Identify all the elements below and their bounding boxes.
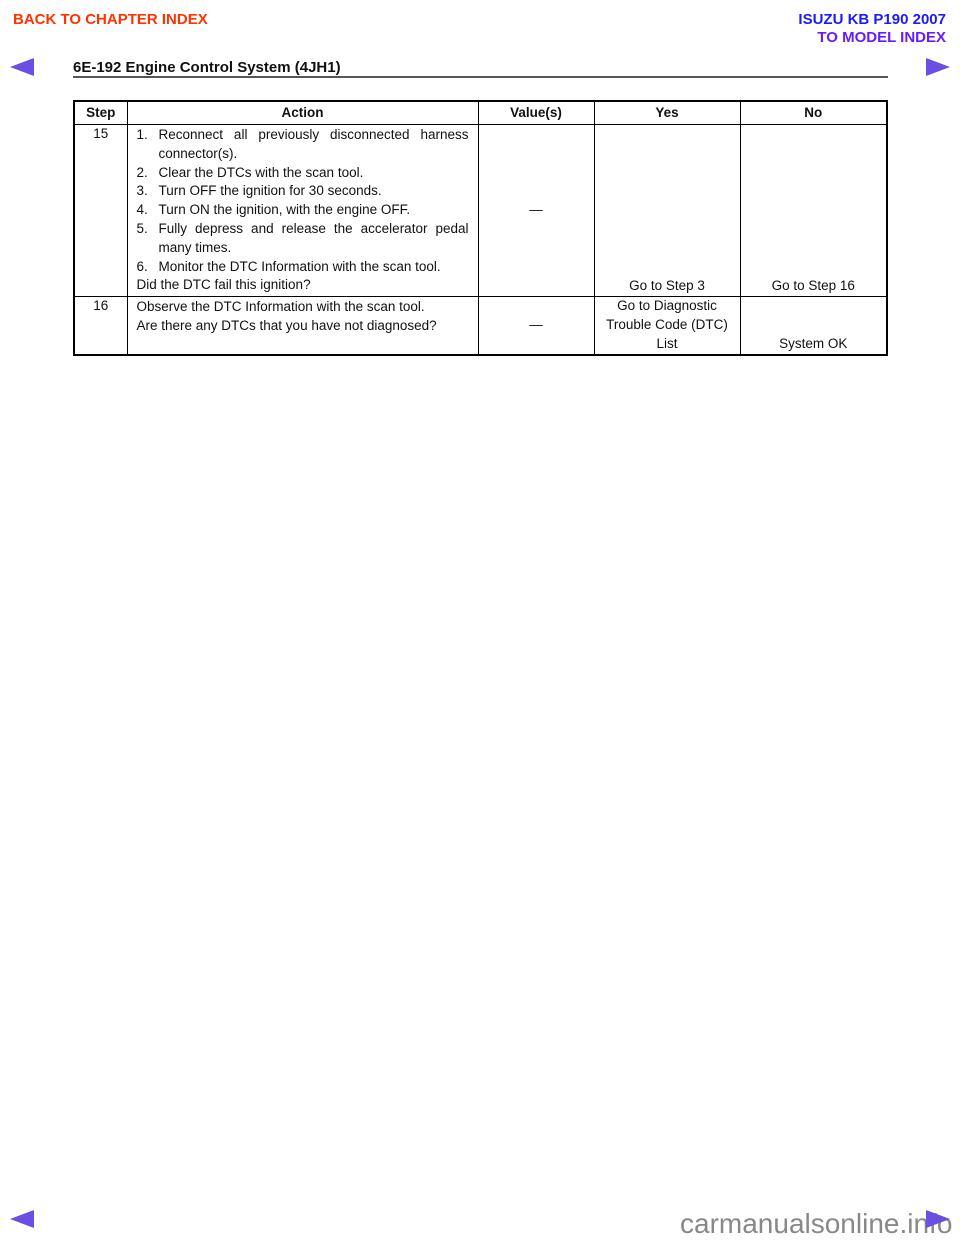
- item-text: Reconnect all previously disconnected harness connector(s).: [158, 127, 469, 161]
- back-to-chapter-index-link[interactable]: BACK TO CHAPTER INDEX: [13, 11, 208, 28]
- item-number: 2.: [136, 164, 148, 180]
- table-row: [74, 125, 887, 297]
- prev-page-arrow-icon[interactable]: [10, 1210, 34, 1228]
- table-row: [74, 297, 887, 355]
- value-cell: —: [478, 297, 594, 355]
- action-question: Did the DTC fail this ignition?: [136, 277, 311, 293]
- step-number: 15: [74, 125, 127, 297]
- page-title: 6E-192 Engine Control System (4JH1): [73, 59, 341, 76]
- watermark: carmanualsonline.info: [680, 1208, 953, 1239]
- item-text: Fully depress and release the accelerator pedal many times.: [158, 220, 469, 255]
- item-number: 5.: [136, 220, 148, 236]
- step-number: 16: [74, 297, 127, 355]
- header-yes: Yes: [594, 101, 740, 125]
- item-number: 1.: [136, 127, 148, 142]
- item-number: 6.: [136, 258, 148, 274]
- diagnostic-table: [73, 100, 888, 356]
- next-page-arrow-icon[interactable]: [926, 1210, 950, 1228]
- action-question: Are there any DTCs that you have not diagnosed?: [136, 317, 437, 333]
- value-cell: —: [478, 125, 594, 297]
- item-text: Clear the DTCs with the scan tool.: [158, 164, 364, 180]
- prev-page-arrow-icon[interactable]: [10, 58, 34, 76]
- item-text: Turn ON the ignition, with the engine OFF.: [158, 202, 411, 218]
- table-header-row: [74, 101, 887, 125]
- item-text: Turn OFF the ignition for 30 seconds.: [158, 183, 382, 199]
- no-cell: System OK: [740, 297, 887, 355]
- item-number: 4.: [136, 202, 148, 218]
- header-no: No: [740, 101, 887, 125]
- model-label: ISUZU KB P190 2007: [798, 11, 946, 28]
- item-number: 3.: [136, 183, 148, 199]
- header-values: Value(s): [478, 101, 594, 125]
- yes-cell: Go to Step 3: [594, 125, 740, 297]
- header-action: Action: [127, 101, 478, 125]
- item-text: Monitor the DTC Information with the scan tool.: [158, 258, 441, 274]
- action-cell: [127, 297, 478, 355]
- no-cell: Go to Step 16: [740, 125, 887, 297]
- action-cell: [127, 125, 478, 297]
- to-model-index-link[interactable]: TO MODEL INDEX: [817, 29, 946, 46]
- yes-cell: Go to Diagnostic Trouble Code (DTC) List: [594, 297, 740, 355]
- header-step: Step: [74, 101, 127, 125]
- action-line: Observe the DTC Information with the scan tool.: [136, 299, 425, 315]
- title-divider: [73, 76, 888, 78]
- next-page-arrow-icon[interactable]: [926, 58, 950, 76]
